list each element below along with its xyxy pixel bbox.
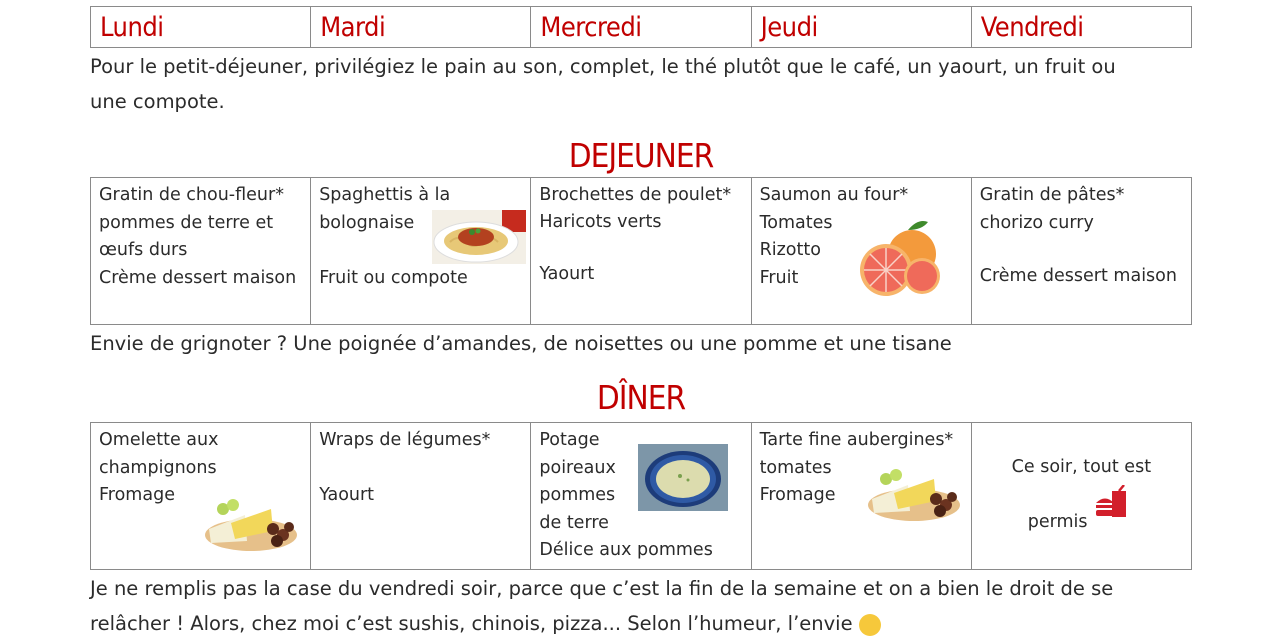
meal-line: Tomates (759, 212, 833, 233)
meal-line: Gratin de pâtes* (979, 185, 1125, 205)
lunch-cell-lundi (91, 178, 311, 325)
meal-line: Wraps de légumes* (319, 430, 491, 450)
day-label: Jeudi (760, 11, 818, 43)
meal-line: de terre (539, 512, 609, 533)
meal-line: pommes (539, 485, 616, 505)
grapefruit-image (856, 220, 942, 298)
breakfast-note-line: une compote. (90, 90, 225, 113)
breakfast-note-line: Pour le petit-déjeuner, privilégiez le pain au son, complet, le thé plutôt que le café, un yaourt, un fruit ou (90, 55, 1116, 78)
dinner-cell-vendredi (971, 423, 1191, 570)
friday-note-line: relâcher ! Alors, chez moi c’est sushis, chinois, pizza... Selon l’humeur, l’envie (90, 612, 853, 635)
meal-line: Délice aux pommes (539, 540, 713, 560)
meal-line: bolognaise (319, 212, 415, 233)
meal-line: œufs durs (99, 240, 188, 260)
meal-line: Fruit (759, 267, 799, 288)
meal-line: Haricots verts (539, 211, 662, 232)
day-cell-mercredi (531, 7, 751, 48)
breakfast-note (90, 49, 1192, 119)
meal-line: tomates (759, 457, 832, 478)
meal-line: Fromage (99, 485, 175, 505)
meal-line: Potage (539, 430, 600, 450)
meal-line: Ce soir, tout est (1011, 457, 1152, 477)
meal-line: Brochettes de poulet* (539, 185, 732, 205)
dinner-cell-mardi (311, 423, 531, 570)
day-label: Mercredi (540, 11, 642, 43)
day-label: Mardi (320, 11, 386, 43)
dinner-cell-jeudi (751, 423, 971, 570)
days-header-table (90, 6, 1192, 48)
meal-line: Fruit ou compote (319, 267, 468, 288)
dinner-table (90, 422, 1192, 570)
lunch-cell-mercredi (531, 178, 751, 325)
meal-line: Tarte fine aubergines* (759, 430, 954, 450)
meal-line: permis (1027, 511, 1088, 532)
day-label: Vendredi (980, 11, 1084, 43)
snack-note: Envie de grignoter ? Une poignée d’amandes, de noisettes ou une pomme et une tisane (90, 332, 952, 355)
meal-line: chorizo curry (979, 212, 1094, 233)
day-cell-lundi (91, 7, 311, 48)
day-label: Lundi (100, 11, 164, 43)
dinner-title: DÎNER (596, 378, 686, 417)
meal-line: Omelette aux (99, 430, 219, 450)
day-cell-vendredi (971, 7, 1191, 48)
cheese-platter-image (864, 459, 966, 525)
dinner-cell-mercredi (531, 423, 751, 570)
lunch-cell-mardi (311, 178, 531, 325)
friday-note (90, 571, 1192, 641)
meal-line (539, 234, 742, 262)
meal-line (980, 237, 1183, 265)
meal-line (319, 455, 522, 483)
spaghetti-bolognese-image (432, 210, 526, 264)
soup-bowl-image (638, 444, 728, 511)
meal-line: Yaourt (539, 264, 595, 284)
meal-line: poireaux (539, 457, 616, 478)
lunch-cell-vendredi (971, 178, 1191, 325)
menu-page (90, 6, 1192, 641)
meal-line: Rizotto (759, 240, 821, 260)
day-cell-mardi (311, 7, 531, 48)
meal-line: Spaghettis à la (319, 185, 451, 205)
day-cell-jeudi (751, 7, 971, 48)
meal-line: champignons (99, 457, 217, 478)
friday-note-line: Je ne remplis pas la case du vendredi soir, parce que c’est la fin de la semaine et on a bien le droit de se (90, 577, 1114, 600)
lunch-cell-jeudi (751, 178, 971, 325)
meal-line: Saumon au four* (759, 185, 909, 205)
meal-line: pommes de terre et (99, 212, 274, 233)
meal-line: Crème dessert maison (979, 265, 1177, 286)
meal-line: Crème dessert maison (99, 267, 297, 288)
cheese-platter-image (201, 489, 303, 555)
fast-food-icon (1094, 485, 1130, 519)
dinner-cell-lundi (91, 423, 311, 570)
meal-line: Gratin de chou-fleur* (99, 185, 284, 205)
lunch-title: DEJEUNER (568, 136, 714, 175)
meal-line: Yaourt (319, 485, 375, 505)
lunch-table (90, 177, 1192, 325)
smiley-icon (859, 614, 881, 636)
meal-line: Fromage (759, 485, 836, 505)
